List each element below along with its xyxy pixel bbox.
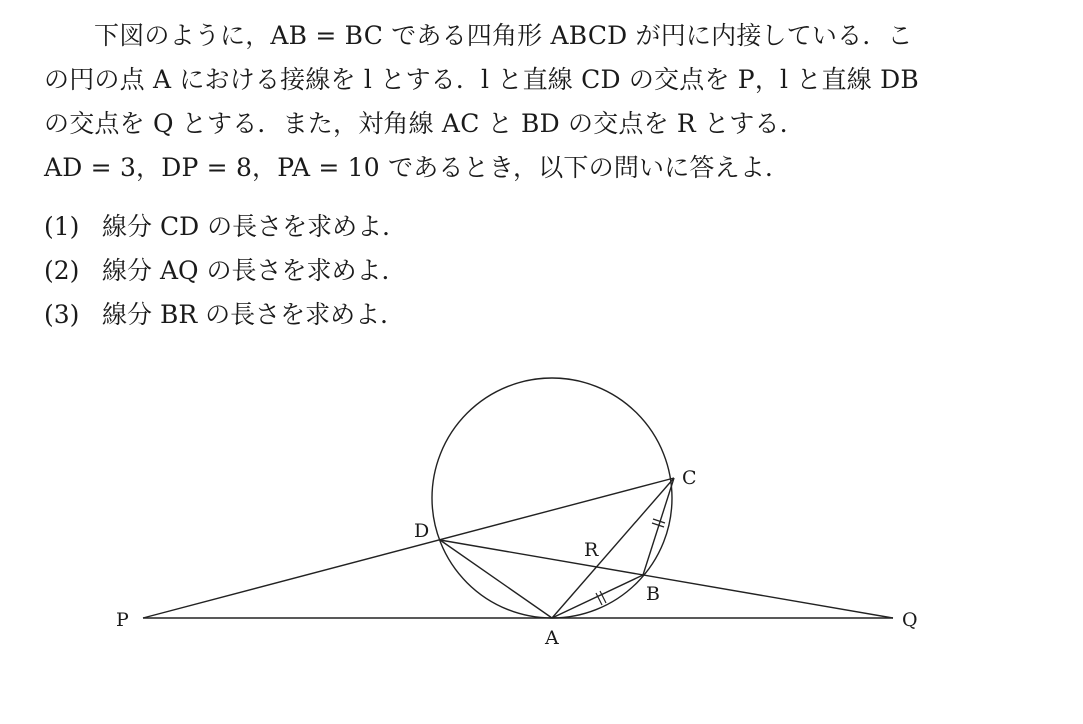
question-number: (1) [44,212,80,241]
problem-line-2: の円の点 A における接線を l とする．l と直線 CD の交点を P，l と直線 DB [44,65,919,94]
problem-line-1: 下図のように，AB = BC である四角形 ABCD が円に内接している．こ [94,21,913,50]
question-item [44,249,407,293]
question-text: 線分 CD の長さを求めよ． [102,212,408,241]
circumscribed-circle [432,378,672,618]
problem-line-3: の交点を Q とする．また，対角線 AC と BD の交点を R とする． [44,109,805,138]
problem-statement [44,14,1054,190]
question-number: (2) [44,256,80,285]
segment-DQ [440,540,893,618]
question-text: 線分 BR の長さを求めよ． [102,300,406,329]
label-Q: Q [902,609,918,631]
question-item [44,205,407,249]
label-P: P [116,609,129,631]
label-A: A [545,627,559,649]
equal-mark-AB-1 [596,593,602,605]
label-R: R [584,539,599,561]
question-list [44,205,407,337]
segment-DA [440,540,552,618]
question-text: 線分 AQ の長さを求めよ． [102,256,407,285]
segment-BC [643,478,674,575]
label-D: D [414,520,430,542]
question-number: (3) [44,300,80,329]
segment-PC [143,478,674,618]
label-C: C [682,467,697,489]
problem-line-4: AD = 3，DP = 8，PA = 10 であるとき，以下の問いに答えよ． [44,153,791,182]
segment-AB [552,575,643,618]
equal-mark-BC-2 [653,519,665,523]
equal-mark-BC-1 [652,523,664,527]
question-item [44,293,407,337]
label-B: B [646,583,660,605]
diagonal-AC [552,478,674,618]
equal-mark-AB-2 [600,591,606,603]
